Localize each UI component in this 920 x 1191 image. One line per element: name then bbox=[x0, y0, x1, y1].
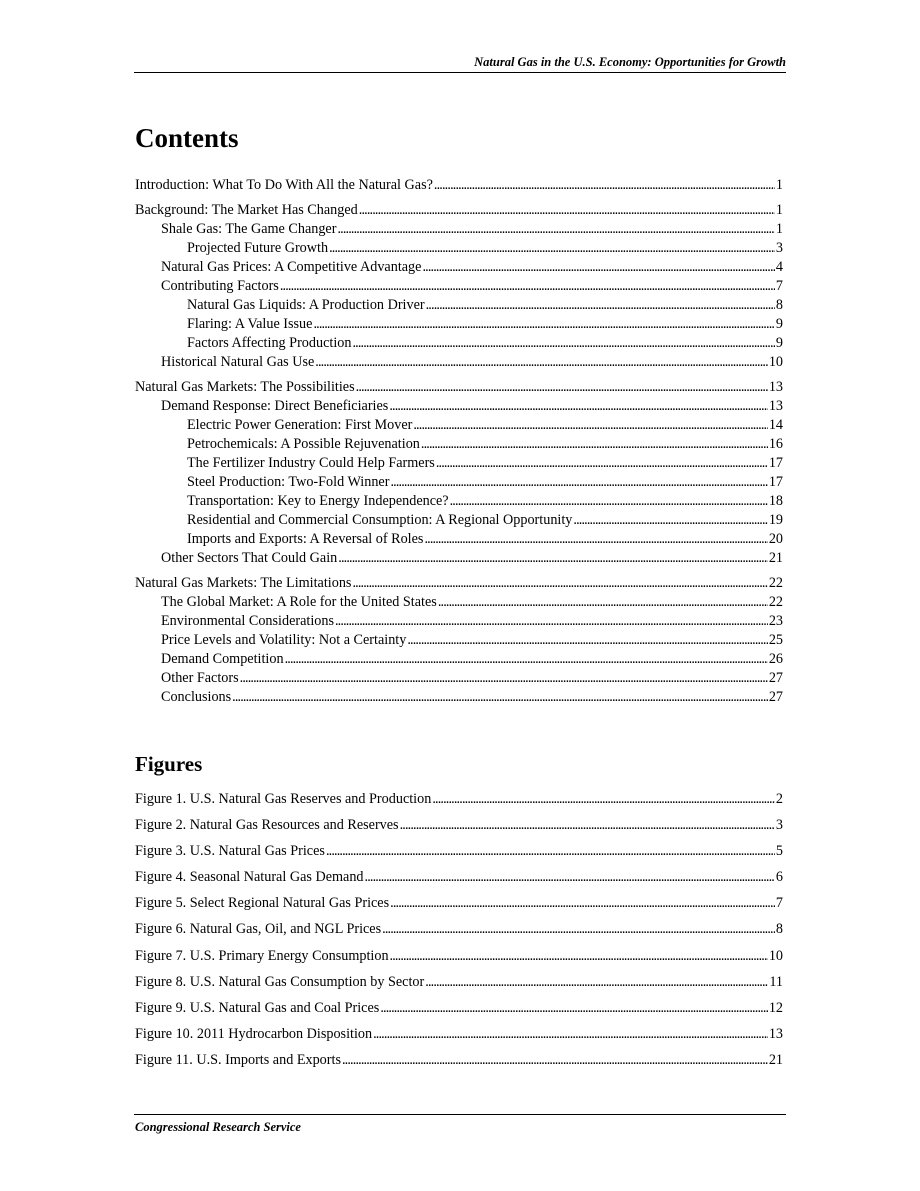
entry-title: Flaring: A Value Issue bbox=[187, 316, 313, 332]
entry-title: Demand Response: Direct Beneficiaries bbox=[161, 398, 389, 414]
toc-entry[interactable] bbox=[135, 473, 783, 492]
dot-leader bbox=[390, 947, 768, 966]
figure-entry[interactable] bbox=[135, 999, 783, 1018]
dot-leader bbox=[315, 353, 768, 372]
dot-leader bbox=[422, 258, 774, 277]
figure-entry[interactable] bbox=[135, 1025, 783, 1044]
entry-title: Petrochemicals: A Possible Rejuvenation bbox=[187, 436, 420, 452]
dot-leader bbox=[373, 1025, 768, 1044]
dot-leader bbox=[313, 315, 774, 334]
figure-entry[interactable] bbox=[135, 894, 783, 913]
entry-page-number: 10 bbox=[768, 354, 783, 370]
entry-title: Imports and Exports: A Reversal of Roles bbox=[187, 531, 424, 547]
entry-page-number: 8 bbox=[775, 921, 783, 938]
figure-entry[interactable] bbox=[135, 947, 783, 966]
entry-page-number: 1 bbox=[775, 177, 783, 193]
dot-leader bbox=[426, 296, 775, 315]
entry-title: Figure 4. Seasonal Natural Gas Demand bbox=[135, 869, 364, 886]
dot-leader bbox=[413, 416, 767, 435]
entry-page-number: 2 bbox=[775, 791, 783, 807]
toc-entry[interactable] bbox=[135, 492, 783, 511]
entry-page-number: 13 bbox=[768, 398, 783, 414]
contents-list bbox=[135, 176, 783, 707]
dot-leader bbox=[425, 973, 768, 992]
dot-leader bbox=[359, 201, 775, 220]
entry-page-number: 19 bbox=[768, 512, 783, 528]
contents-heading: Contents bbox=[135, 123, 239, 153]
entry-page-number: 27 bbox=[768, 689, 783, 705]
figure-entry[interactable] bbox=[135, 842, 783, 861]
entry-page-number: 21 bbox=[768, 550, 783, 566]
entry-title: Transportation: Key to Energy Independence? bbox=[187, 493, 449, 509]
entry-page-number: 9 bbox=[775, 335, 783, 351]
entry-page-number: 9 bbox=[775, 316, 783, 332]
running-header: Natural Gas in the U.S. Economy: Opportunities for Growth bbox=[474, 55, 786, 69]
entry-page-number: 17 bbox=[768, 474, 783, 490]
dot-leader bbox=[432, 790, 775, 809]
entry-page-number: 3 bbox=[775, 240, 783, 256]
entry-page-number: 1 bbox=[775, 221, 783, 237]
entry-title: Background: The Market Has Changed bbox=[135, 202, 358, 218]
entry-title: Figure 1. U.S. Natural Gas Reserves and Production bbox=[135, 791, 432, 807]
dot-leader bbox=[400, 816, 775, 835]
entry-title: Figure 9. U.S. Natural Gas and Coal Prices bbox=[135, 999, 380, 1016]
dot-leader bbox=[421, 435, 768, 454]
entry-page-number: 5 bbox=[775, 843, 783, 860]
dot-leader bbox=[390, 894, 775, 913]
dot-leader bbox=[335, 612, 768, 631]
entry-title: Contributing Factors bbox=[161, 278, 279, 294]
entry-title: Natural Gas Markets: The Limitations bbox=[135, 575, 352, 591]
dot-leader bbox=[352, 334, 774, 353]
entry-page-number: 27 bbox=[768, 670, 783, 686]
dot-leader bbox=[389, 397, 768, 416]
toc-entry[interactable] bbox=[135, 397, 783, 416]
entry-title: Figure 3. U.S. Natural Gas Prices bbox=[135, 843, 325, 860]
figure-entry[interactable] bbox=[135, 790, 783, 809]
dot-leader bbox=[338, 549, 768, 568]
entry-page-number: 17 bbox=[768, 455, 783, 471]
dot-leader bbox=[434, 176, 775, 195]
dot-leader bbox=[280, 277, 775, 296]
entry-page-number: 21 bbox=[768, 1051, 783, 1068]
entry-title: The Global Market: A Role for the United States bbox=[161, 594, 437, 610]
entry-title: Historical Natural Gas Use bbox=[161, 354, 315, 370]
dot-leader bbox=[352, 574, 767, 593]
dot-leader bbox=[424, 530, 767, 549]
entry-title: Figure 10. 2011 Hydrocarbon Disposition bbox=[135, 1025, 373, 1042]
figure-entry[interactable] bbox=[135, 920, 783, 939]
footer-rule bbox=[134, 1114, 786, 1115]
entry-title: Figure 8. U.S. Natural Gas Consumption by Sector bbox=[135, 973, 425, 990]
dot-leader bbox=[285, 650, 768, 669]
figure-entry[interactable] bbox=[135, 1051, 783, 1070]
dot-leader bbox=[240, 669, 768, 688]
entry-page-number: 22 bbox=[768, 575, 783, 591]
entry-page-number: 23 bbox=[768, 613, 783, 629]
entry-title: Other Sectors That Could Gain bbox=[161, 550, 338, 566]
toc-entry[interactable] bbox=[135, 353, 783, 372]
toc-entry[interactable] bbox=[135, 530, 783, 549]
entry-page-number: 6 bbox=[775, 869, 783, 886]
entry-title: Environmental Considerations bbox=[161, 613, 334, 629]
entry-title: Factors Affecting Production bbox=[187, 335, 352, 351]
entry-page-number: 8 bbox=[775, 297, 783, 313]
entry-title: Figure 6. Natural Gas, Oil, and NGL Prices bbox=[135, 921, 382, 938]
toc-entry[interactable] bbox=[135, 416, 783, 435]
entry-page-number: 13 bbox=[768, 379, 783, 395]
dot-leader bbox=[573, 511, 767, 530]
toc-entry[interactable] bbox=[135, 435, 783, 454]
entry-title: Natural Gas Liquids: A Production Driver bbox=[187, 297, 425, 313]
figure-entry[interactable] bbox=[135, 868, 783, 887]
entry-title: Figure 2. Natural Gas Resources and Reserves bbox=[135, 817, 399, 834]
dot-leader bbox=[232, 688, 768, 707]
entry-page-number: 18 bbox=[768, 493, 783, 509]
dot-leader bbox=[438, 593, 768, 612]
dot-leader bbox=[382, 920, 775, 939]
entry-page-number: 11 bbox=[769, 973, 783, 990]
entry-title: The Fertilizer Industry Could Help Farmers bbox=[187, 455, 435, 471]
toc-entry[interactable] bbox=[135, 549, 783, 568]
entry-page-number: 22 bbox=[768, 594, 783, 610]
toc-entry[interactable] bbox=[135, 650, 783, 669]
dot-leader bbox=[450, 492, 768, 511]
entry-title: Residential and Commercial Consumption: A Regional Opportunity bbox=[187, 512, 573, 528]
dot-leader bbox=[436, 454, 768, 473]
entry-title: Steel Production: Two-Fold Winner bbox=[187, 474, 390, 490]
toc-entry[interactable] bbox=[135, 688, 783, 707]
dot-leader bbox=[337, 220, 774, 239]
entry-page-number: 14 bbox=[768, 417, 783, 433]
entry-title: Demand Competition bbox=[161, 651, 284, 667]
entry-page-number: 1 bbox=[775, 202, 783, 218]
entry-page-number: 10 bbox=[768, 947, 783, 964]
dot-leader bbox=[356, 378, 768, 397]
entry-title: Natural Gas Markets: The Possibilities bbox=[135, 379, 355, 395]
dot-leader bbox=[365, 868, 775, 887]
entry-title: Figure 11. U.S. Imports and Exports bbox=[135, 1051, 341, 1068]
header-rule bbox=[134, 72, 786, 73]
toc-entry[interactable] bbox=[135, 574, 783, 593]
entry-page-number: 4 bbox=[775, 259, 783, 275]
toc-entry[interactable] bbox=[135, 220, 783, 239]
toc-entry[interactable] bbox=[135, 277, 783, 296]
toc-entry[interactable] bbox=[135, 315, 783, 334]
toc-entry[interactable] bbox=[135, 631, 783, 650]
entry-page-number: 13 bbox=[768, 1025, 783, 1042]
entry-title: Shale Gas: The Game Changer bbox=[161, 221, 337, 237]
toc-entry[interactable] bbox=[135, 239, 783, 258]
toc-entry[interactable] bbox=[135, 334, 783, 353]
toc-entry[interactable] bbox=[135, 454, 783, 473]
entry-title: Other Factors bbox=[161, 670, 239, 686]
figure-entry[interactable] bbox=[135, 816, 783, 835]
dot-leader bbox=[380, 999, 768, 1018]
footer-text: Congressional Research Service bbox=[135, 1120, 301, 1134]
entry-title: Figure 7. U.S. Primary Energy Consumption bbox=[135, 947, 389, 964]
figures-heading: Figures bbox=[135, 752, 203, 776]
toc-entry[interactable] bbox=[135, 669, 783, 688]
toc-entry[interactable] bbox=[135, 201, 783, 220]
figure-entry[interactable] bbox=[135, 973, 783, 992]
entry-title: Introduction: What To Do With All the Natural Gas? bbox=[135, 177, 433, 193]
toc-entry[interactable] bbox=[135, 511, 783, 530]
entry-page-number: 3 bbox=[775, 817, 783, 834]
toc-entry[interactable] bbox=[135, 378, 783, 397]
dot-leader bbox=[390, 473, 767, 492]
entry-title: Electric Power Generation: First Mover bbox=[187, 417, 413, 433]
toc-entry[interactable] bbox=[135, 612, 783, 631]
dot-leader bbox=[407, 631, 767, 650]
entry-page-number: 25 bbox=[768, 632, 783, 648]
entry-title: Conclusions bbox=[161, 689, 232, 705]
entry-title: Natural Gas Prices: A Competitive Advantage bbox=[161, 259, 422, 275]
toc-entry[interactable] bbox=[135, 258, 783, 277]
entry-page-number: 7 bbox=[775, 895, 783, 912]
entry-title: Price Levels and Volatility: Not a Certainty bbox=[161, 632, 407, 648]
entry-page-number: 7 bbox=[775, 278, 783, 294]
entry-page-number: 16 bbox=[768, 436, 783, 452]
entry-page-number: 20 bbox=[768, 531, 783, 547]
dot-leader bbox=[342, 1051, 768, 1070]
figures-list bbox=[135, 790, 783, 1077]
toc-entry[interactable] bbox=[135, 593, 783, 612]
entry-title: Projected Future Growth bbox=[187, 240, 329, 256]
entry-page-number: 12 bbox=[768, 999, 783, 1016]
entry-page-number: 26 bbox=[768, 651, 783, 667]
dot-leader bbox=[326, 842, 775, 861]
toc-entry[interactable] bbox=[135, 176, 783, 195]
dot-leader bbox=[329, 239, 775, 258]
toc-entry[interactable] bbox=[135, 296, 783, 315]
entry-title: Figure 5. Select Regional Natural Gas Prices bbox=[135, 895, 390, 912]
